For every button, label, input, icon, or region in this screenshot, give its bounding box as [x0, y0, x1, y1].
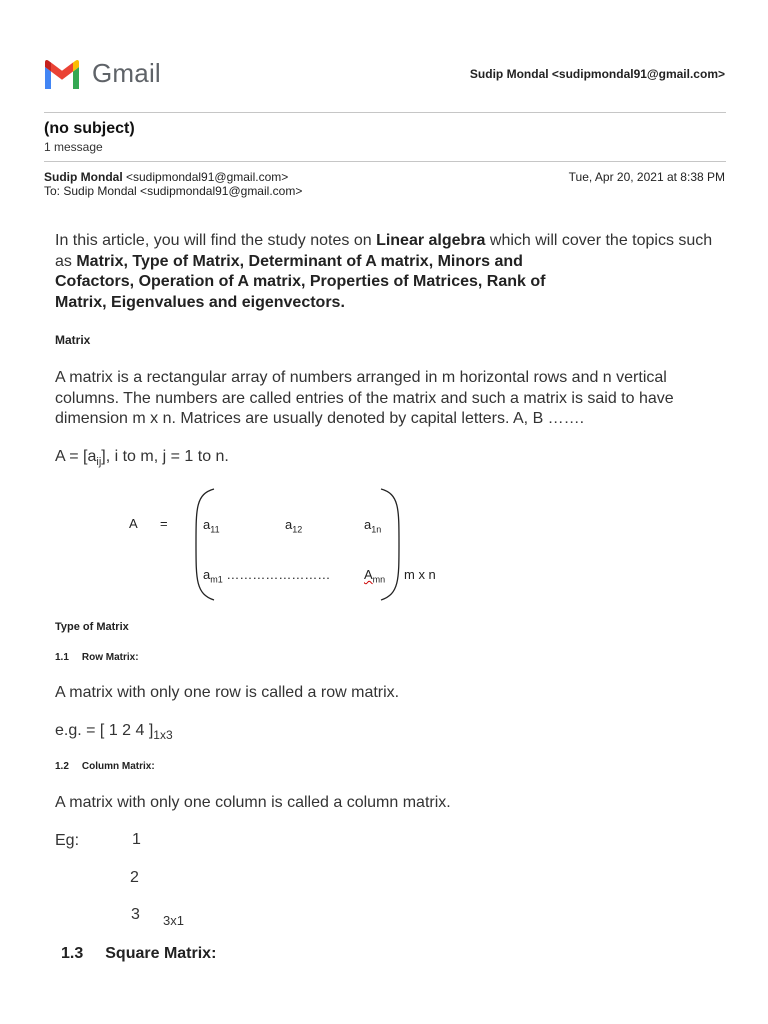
subject-divider: [44, 161, 726, 162]
sender-line: [44, 170, 288, 184]
matrix-description: A matrix is a rectangular array of numbers arranged in m horizontal rows and n vertical columns. The numbers are called entries of the matrix and such a matrix is said to have dimension m x n. Matrices are usually denoted by capital letters. A, B …….: [55, 369, 674, 427]
row-matrix-heading: [55, 652, 139, 663]
gmail-brand: Gmail: [92, 58, 161, 88]
intro-bold-line2: Matrix, Type of Matrix, Determinant of A matrix, Minors and: [76, 252, 523, 270]
entry-am1: $a_{m1}$ ……………………: [203, 567, 331, 585]
square-section-title: Square Matrix:: [105, 945, 217, 962]
message-count: 1 message: [44, 140, 103, 154]
column-dimension: 3x1: [163, 913, 184, 928]
column-matrix-description: A matrix with only one column is called a column matrix.: [55, 794, 451, 811]
sender-email: <sudipmondal91@gmail.com>: [126, 170, 289, 184]
intro-text-1: In this article, you will find the study notes on: [55, 232, 377, 249]
square-section-number: 1.3: [61, 945, 84, 962]
intro-text-2: which will cover the topics such as: [55, 232, 713, 270]
row-section-number: 1.1: [55, 652, 69, 663]
column-section-number: 1.2: [55, 761, 69, 772]
entry-a12: $a_{12}$: [285, 517, 303, 535]
type-of-matrix-heading: Type of Matrix: [55, 621, 129, 633]
row-matrix-example: e.g. = [ 1 2 4 ]$_{1x3}$: [55, 722, 173, 743]
header-divider: [44, 112, 726, 113]
matrix-dimension: m x n: [404, 567, 436, 582]
entry-a11: $a_{11}$: [203, 517, 220, 535]
column-matrix-heading: [55, 761, 155, 772]
notation-suffix: ], i to m, j = 1 to n.: [101, 448, 229, 465]
message-date: Tue, Apr 20, 2021 at 8:38 PM: [568, 170, 725, 184]
intro-bold-line3: Cofactors, Operation of A matrix, Properties of Matrices, Rank of: [55, 273, 546, 290]
column-value: 3: [131, 906, 140, 923]
entry-amn: $A_{mn}$: [364, 567, 386, 585]
matrix-equals: =: [160, 516, 168, 531]
entry-a1n: $a_{1n}$: [364, 517, 382, 535]
intro-bold-topic: Linear algebra: [376, 232, 486, 249]
matrix-notation: [55, 447, 229, 473]
column-value: 1: [132, 831, 141, 848]
matrix-lhs: A: [129, 516, 138, 531]
account-label: Sudip Mondal <sudipmondal91@gmail.com>: [469, 67, 725, 81]
thread-subject: (no subject): [44, 120, 135, 137]
column-value: 2: [130, 869, 139, 886]
intro-bold-line4: Matrix, Eigenvalues and eigenvectors.: [55, 293, 345, 311]
column-example-label: Eg:: [55, 832, 80, 849]
recipient-line: To: Sudip Mondal <sudipmondal91@gmail.com>: [44, 184, 303, 198]
notation-sub: ij: [96, 456, 102, 469]
gmail-logo-icon: [43, 59, 81, 90]
row-section-title: Row Matrix:: [81, 652, 139, 663]
notation-prefix: A = [a: [55, 448, 97, 465]
matrix-heading: Matrix: [55, 333, 91, 347]
row-matrix-description: A matrix with only one row is called a row matrix.: [55, 684, 400, 701]
column-section-title: Column Matrix:: [81, 761, 155, 772]
sender-name: Sudip Mondal: [44, 170, 123, 184]
intro-paragraph: [55, 231, 725, 313]
square-matrix-heading: [61, 945, 216, 963]
